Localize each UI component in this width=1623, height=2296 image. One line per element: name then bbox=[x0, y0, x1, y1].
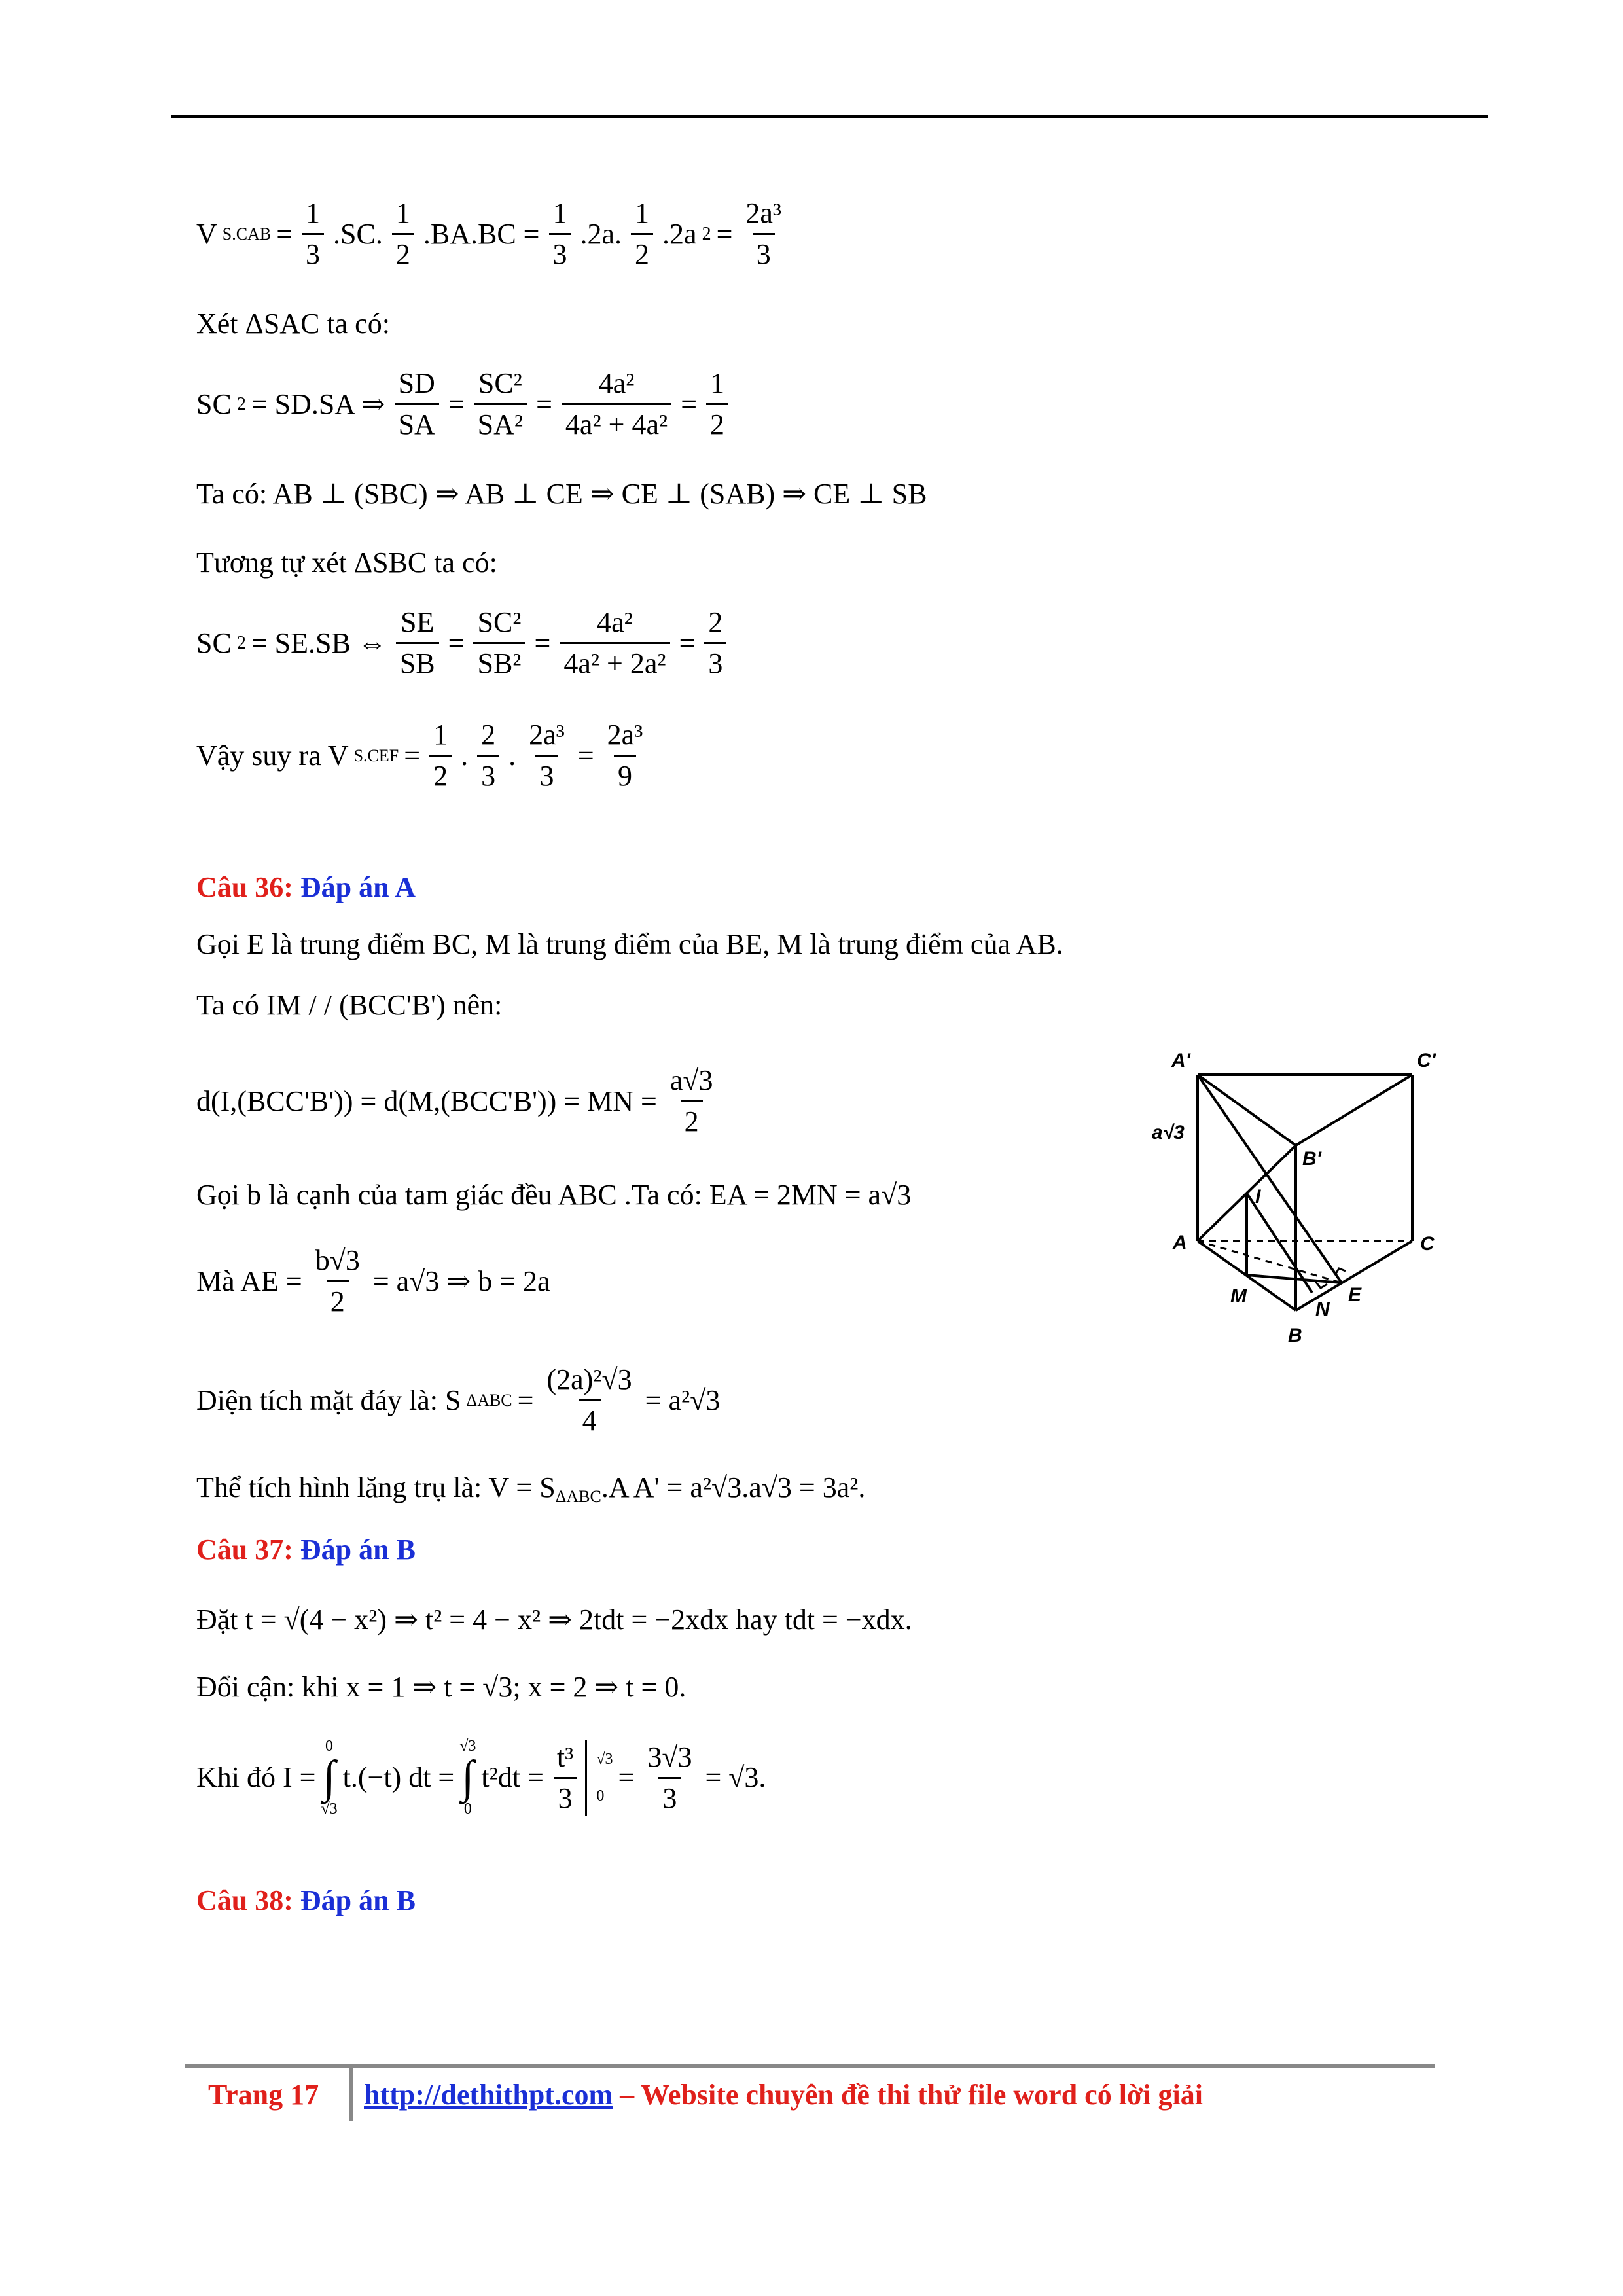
cau36-dien-tich: Diện tích mặt đáy là: S ΔABC = $\frac{\text{(2a)²√3}}{4}$ = a²√3 bbox=[196, 1363, 721, 1437]
formula-sc-se: SC 2 = SE.SB ⇔ $\frac{SE}{SB}$ = $\frac{\text{SC²}}{\text{SB²}}$ = $\frac{\text{4a²}}{\text{4a² + 2a²}}$ = $\frac{2}{3}$ bbox=[196, 605, 730, 681]
cau37-khi-do: Khi đó I = 0 ∫ √3 t.(−t) dt = √3 ∫ 0 t²dt = $\frac{\text{t³}}{3}$ √3 0 = $\frac{3√3}{3}$ = √3. bbox=[196, 1738, 766, 1818]
footer-divider bbox=[349, 2067, 353, 2121]
header-rule bbox=[171, 115, 1488, 118]
xet-sac-text: Xét ΔSAC ta có: bbox=[196, 308, 390, 340]
label-a: A bbox=[1173, 1232, 1187, 1253]
formula-sc-sd: SC 2 = SD.SA ⇒ $\frac{SD}{SA}$ = $\frac{\text{SC²}}{\text{SA²}}$ = $\frac{\text{4a²}}{\text{4a² + 4a²}}$ = $\frac{1}{2}$ bbox=[196, 367, 732, 442]
cau36-goi-b: Gọi b là cạnh của tam giác đều ABC .Ta có: EA = 2MN = a√3 bbox=[196, 1179, 912, 1211]
cau37-doi-can: Đổi cận: khi x = 1 ⇒ t = √3; x = 2 ⇒ t = 0. bbox=[196, 1671, 687, 1703]
label-a-prime: A' bbox=[1171, 1050, 1190, 1071]
cau37-dat: Đặt t = √(4 − x²) ⇒ t² = 4 − x² ⇒ 2tdt = −2xdx hay tdt = −xdx. bbox=[196, 1604, 912, 1636]
formula-v-scab: V S.CAB = $\frac{1}{3}$ .SC. $\frac{1}{2}$ .BA.BC = $\frac{1}{3}$ .2a. $\frac{1}{2}$ .2a 2 = $\frac{\text{2a³}}{3}$ bbox=[196, 197, 782, 270]
ta-co-ab-text: Ta có: AB ⊥ (SBC) ⇒ AB ⊥ CE ⇒ CE ⊥ (SAB) ⇒ CE ⊥ SB bbox=[196, 478, 927, 510]
formula-v-scef: Vậy suy ra V S.CEF = $\frac{1}{2}$ . $\frac{2}{3}$ . $\frac{\text{2a³}}{3}$ = $\frac{\text{2a³}}{9}$ bbox=[196, 719, 643, 792]
prism-figure bbox=[1139, 1041, 1453, 1355]
edge-a1-e bbox=[1198, 1075, 1342, 1283]
footer-url-link[interactable]: http://dethithpt.com bbox=[364, 2079, 613, 2111]
cau36-ma-ae: Mà AE = $\frac{b√3}{2}$ = a√3 ⇒ b = 2a bbox=[196, 1244, 550, 1318]
cau38-heading: Câu 38: Đáp án B bbox=[196, 1884, 416, 1916]
footer-site-text: http://dethithpt.com – Website chuyên đề thi thử file word có lời giải bbox=[364, 2079, 1203, 2111]
label-a-sqrt3: a√3 bbox=[1152, 1122, 1185, 1143]
label-c-prime: C' bbox=[1417, 1050, 1436, 1071]
cau36-the-tich: Thể tích hình lăng trụ là: $V = S_{\Delta ABC}.A$ A' = a²√3.a√3 = 3a². bbox=[196, 1471, 866, 1506]
tuong-tu-text: Tương tự xét ΔSBC ta có: bbox=[196, 547, 497, 579]
label-m: M bbox=[1230, 1285, 1247, 1307]
label-b: B bbox=[1288, 1325, 1302, 1346]
label-b-prime: B' bbox=[1302, 1148, 1321, 1170]
edge-b1-c1 bbox=[1296, 1075, 1412, 1145]
label-n: N bbox=[1315, 1299, 1330, 1320]
cau36-heading: Câu 36: Đáp án A bbox=[196, 871, 416, 903]
cau36-goi-e: Gọi E là trung điểm BC, M là trung điểm của BE, M là trung điểm của AB. bbox=[196, 928, 1063, 960]
label-i: I bbox=[1255, 1186, 1261, 1208]
label-c: C bbox=[1420, 1233, 1435, 1255]
cau36-distance-formula: d(I,(BCC'B')) = d(M,(BCC'B')) = MN = $\frac{a√3}{2}$ bbox=[196, 1064, 713, 1138]
footer-page-number: Trang 17 bbox=[208, 2079, 319, 2111]
label-e: E bbox=[1348, 1284, 1362, 1306]
edge-a1-b1 bbox=[1198, 1075, 1296, 1145]
cau36-ta-co-im: Ta có IM / / (BCC'B') nên: bbox=[196, 989, 503, 1021]
cau37-heading: Câu 37: Đáp án B bbox=[196, 1534, 416, 1566]
footer-rule bbox=[185, 2064, 1435, 2068]
